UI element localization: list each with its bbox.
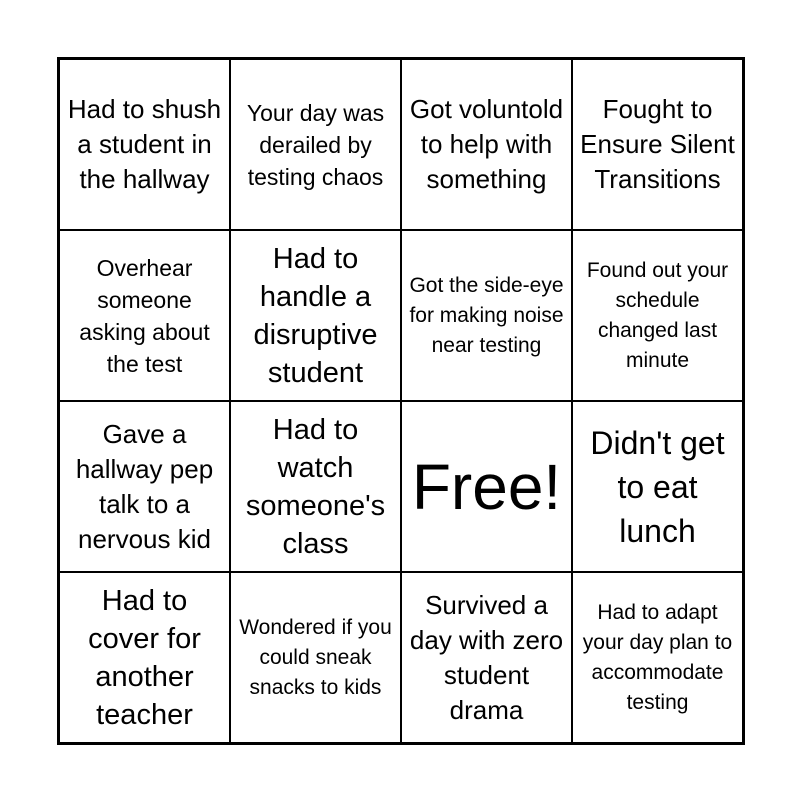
bingo-cell-r4c3[interactable] xyxy=(401,572,572,743)
bingo-cell-r3c2[interactable] xyxy=(230,401,401,572)
bingo-cell-r4c1[interactable] xyxy=(59,572,230,743)
bingo-cell-r3c1[interactable] xyxy=(59,401,230,572)
cell-text: Your day was derailed by testing chaos xyxy=(246,99,385,190)
bingo-cell-r1c2[interactable] xyxy=(230,59,401,230)
cell-text: Had to cover for another teacher xyxy=(88,584,201,731)
bingo-cell-r2c3[interactable] xyxy=(401,230,572,401)
cell-text: Had to adapt your day plan to accommodate testing xyxy=(582,600,733,714)
cell-text: Found out your schedule changed last minute xyxy=(586,258,729,372)
cell-text: Overhear someone asking about the test xyxy=(79,254,210,377)
cell-text: Had to shush a student in the hallway xyxy=(67,94,222,194)
bingo-cell-r2c4[interactable] xyxy=(572,230,743,401)
cell-text: Wondered if you could sneak snacks to kids xyxy=(239,615,392,699)
bingo-cell-free[interactable] xyxy=(401,401,572,572)
cell-text: Got voluntold to help with something xyxy=(409,94,564,194)
bingo-cell-r4c2[interactable] xyxy=(230,572,401,743)
cell-text: Got the side-eye for making noise near testing xyxy=(409,273,564,357)
bingo-cell-r1c1[interactable] xyxy=(59,59,230,230)
free-space-text: Free! xyxy=(411,450,562,523)
cell-text: Gave a hallway pep talk to a nervous kid xyxy=(75,418,214,554)
bingo-cell-r2c2[interactable] xyxy=(230,230,401,401)
bingo-board xyxy=(57,57,745,745)
cell-text: Didn't get to eat lunch xyxy=(590,424,725,549)
cell-text: Had to handle a disruptive student xyxy=(253,242,378,389)
bingo-cell-r1c3[interactable] xyxy=(401,59,572,230)
cell-text: Survived a day with zero student drama xyxy=(409,589,564,725)
cell-text: Had to watch someone's class xyxy=(245,413,386,560)
cell-text: Fought to Ensure Silent Transitions xyxy=(580,94,735,194)
bingo-cell-r1c4[interactable] xyxy=(572,59,743,230)
bingo-cell-r3c4[interactable] xyxy=(572,401,743,572)
bingo-cell-r2c1[interactable] xyxy=(59,230,230,401)
bingo-cell-r4c4[interactable] xyxy=(572,572,743,743)
